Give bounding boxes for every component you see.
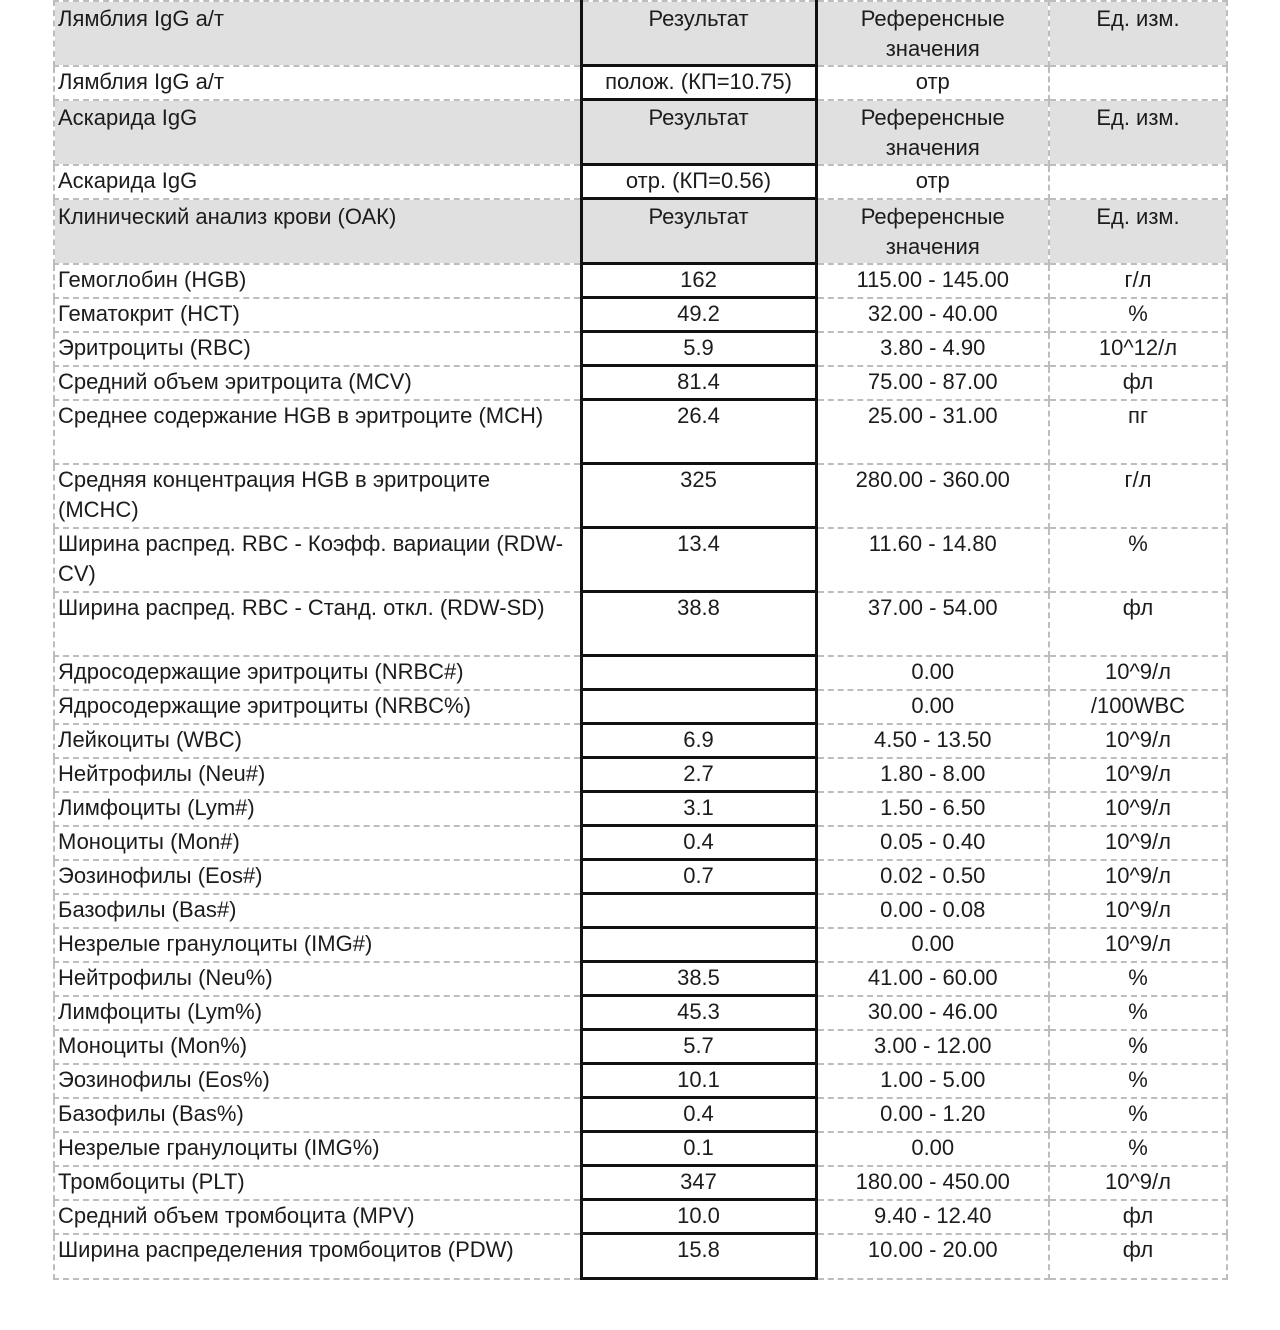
test-unit: % xyxy=(1049,1132,1227,1166)
test-unit: г/л xyxy=(1049,464,1227,528)
test-unit xyxy=(1049,165,1227,199)
test-name: Эозинофилы (Eos%) xyxy=(54,1064,581,1098)
test-unit: 10^9/л xyxy=(1049,860,1227,894)
test-name: Ядросодержащие эритроциты (NRBC%) xyxy=(54,690,581,724)
test-reference: 32.00 - 40.00 xyxy=(816,298,1049,332)
test-unit: 10^9/л xyxy=(1049,928,1227,962)
test-result: 38.8 xyxy=(581,592,816,656)
test-name: Средний объем эритроцита (MCV) xyxy=(54,366,581,400)
table-row xyxy=(54,66,1227,100)
table-row xyxy=(54,1064,1227,1098)
test-result: 0.7 xyxy=(581,860,816,894)
table-row xyxy=(54,332,1227,366)
test-result: 26.4 xyxy=(581,400,816,464)
test-unit: % xyxy=(1049,1030,1227,1064)
table-row xyxy=(54,792,1227,826)
test-result xyxy=(581,894,816,928)
test-reference: 0.02 - 0.50 xyxy=(816,860,1049,894)
test-unit: 10^9/л xyxy=(1049,1166,1227,1200)
test-unit: % xyxy=(1049,1064,1227,1098)
test-result: 15.8 xyxy=(581,1234,816,1279)
table-row xyxy=(54,860,1227,894)
test-result: 13.4 xyxy=(581,528,816,592)
test-reference: 0.00 xyxy=(816,656,1049,690)
test-unit: % xyxy=(1049,528,1227,592)
test-unit: фл xyxy=(1049,1200,1227,1234)
test-result: 38.5 xyxy=(581,962,816,996)
test-result: отр. (КП=0.56) xyxy=(581,165,816,199)
test-unit: 10^9/л xyxy=(1049,724,1227,758)
test-reference: 25.00 - 31.00 xyxy=(816,400,1049,464)
test-name: Гемоглобин (HGB) xyxy=(54,264,581,298)
test-name: Незрелые гранулоциты (IMG#) xyxy=(54,928,581,962)
test-result: 49.2 xyxy=(581,298,816,332)
test-reference: 11.60 - 14.80 xyxy=(816,528,1049,592)
reference-column-header: Референсные значения xyxy=(816,1,1049,66)
test-name: Среднее содержание HGB в эритроците (MCH) xyxy=(54,400,581,464)
test-unit: г/л xyxy=(1049,264,1227,298)
test-name: Лимфоциты (Lym#) xyxy=(54,792,581,826)
test-result: 0.4 xyxy=(581,826,816,860)
test-reference: 115.00 - 145.00 xyxy=(816,264,1049,298)
test-result: 5.7 xyxy=(581,1030,816,1064)
section-header-row xyxy=(54,100,1227,165)
test-name: Нейтрофилы (Neu#) xyxy=(54,758,581,792)
test-result: 0.1 xyxy=(581,1132,816,1166)
test-unit: % xyxy=(1049,962,1227,996)
test-result: 347 xyxy=(581,1166,816,1200)
test-reference: 0.00 - 1.20 xyxy=(816,1098,1049,1132)
test-name: Моноциты (Mon#) xyxy=(54,826,581,860)
test-unit: /100WBC xyxy=(1049,690,1227,724)
section-title: Аскарида IgG xyxy=(54,100,581,165)
test-unit: % xyxy=(1049,996,1227,1030)
test-reference: 9.40 - 12.40 xyxy=(816,1200,1049,1234)
table-row xyxy=(54,962,1227,996)
test-name: Эозинофилы (Eos#) xyxy=(54,860,581,894)
test-name: Эритроциты (RBC) xyxy=(54,332,581,366)
test-name: Лейкоциты (WBC) xyxy=(54,724,581,758)
test-result: 325 xyxy=(581,464,816,528)
unit-column-header: Ед. изм. xyxy=(1049,1,1227,66)
test-name: Тромбоциты (PLT) xyxy=(54,1166,581,1200)
test-unit: 10^9/л xyxy=(1049,894,1227,928)
test-result: 10.1 xyxy=(581,1064,816,1098)
test-unit: пг xyxy=(1049,400,1227,464)
section-title: Клинический анализ крови (ОАК) xyxy=(54,199,581,264)
test-result: 2.7 xyxy=(581,758,816,792)
test-reference: отр xyxy=(816,66,1049,100)
test-unit: фл xyxy=(1049,592,1227,656)
table-row xyxy=(54,400,1227,464)
test-unit: 10^12/л xyxy=(1049,332,1227,366)
test-reference: 41.00 - 60.00 xyxy=(816,962,1049,996)
test-reference: 1.00 - 5.00 xyxy=(816,1064,1049,1098)
test-name: Ядросодержащие эритроциты (NRBC#) xyxy=(54,656,581,690)
test-name: Средний объем тромбоцита (MPV) xyxy=(54,1200,581,1234)
lab-results-table xyxy=(53,0,1228,1280)
section-title: Лямблия IgG а/т xyxy=(54,1,581,66)
table-row xyxy=(54,894,1227,928)
test-reference: 3.80 - 4.90 xyxy=(816,332,1049,366)
test-reference: 75.00 - 87.00 xyxy=(816,366,1049,400)
table-row xyxy=(54,528,1227,592)
test-unit: 10^9/л xyxy=(1049,792,1227,826)
test-name: Средняя концентрация HGB в эритроците (MCHC) xyxy=(54,464,581,528)
table-row xyxy=(54,758,1227,792)
table-row xyxy=(54,165,1227,199)
test-name: Ширина распределения тромбоцитов (PDW) xyxy=(54,1234,581,1279)
test-reference: 0.00 - 0.08 xyxy=(816,894,1049,928)
test-reference: 30.00 - 46.00 xyxy=(816,996,1049,1030)
unit-column-header: Ед. изм. xyxy=(1049,100,1227,165)
test-unit: 10^9/л xyxy=(1049,826,1227,860)
section-header-row xyxy=(54,1,1227,66)
table-row xyxy=(54,592,1227,656)
test-reference: 0.00 xyxy=(816,1132,1049,1166)
test-reference: 1.50 - 6.50 xyxy=(816,792,1049,826)
test-reference: 0.00 xyxy=(816,690,1049,724)
table-row xyxy=(54,1200,1227,1234)
test-reference: 4.50 - 13.50 xyxy=(816,724,1049,758)
test-result: 45.3 xyxy=(581,996,816,1030)
test-reference: 37.00 - 54.00 xyxy=(816,592,1049,656)
test-unit: фл xyxy=(1049,1234,1227,1279)
test-reference: 3.00 - 12.00 xyxy=(816,1030,1049,1064)
test-unit xyxy=(1049,66,1227,100)
table-row xyxy=(54,264,1227,298)
test-result: 6.9 xyxy=(581,724,816,758)
result-column-header: Результат xyxy=(581,199,816,264)
table-row xyxy=(54,826,1227,860)
table-row xyxy=(54,1166,1227,1200)
test-name: Нейтрофилы (Neu%) xyxy=(54,962,581,996)
test-name: Ширина распред. RBC - Коэфф. вариации (RDW-CV) xyxy=(54,528,581,592)
table-row xyxy=(54,1030,1227,1064)
test-reference: 0.05 - 0.40 xyxy=(816,826,1049,860)
test-result: 5.9 xyxy=(581,332,816,366)
test-result: 10.0 xyxy=(581,1200,816,1234)
test-unit: фл xyxy=(1049,366,1227,400)
reference-column-header: Референсные значения xyxy=(816,100,1049,165)
table-row xyxy=(54,1234,1227,1279)
table-row xyxy=(54,690,1227,724)
test-result: 0.4 xyxy=(581,1098,816,1132)
test-unit: % xyxy=(1049,298,1227,332)
test-reference: 10.00 - 20.00 xyxy=(816,1234,1049,1279)
test-name: Гематокрит (HCT) xyxy=(54,298,581,332)
test-unit: % xyxy=(1049,1098,1227,1132)
test-unit: 10^9/л xyxy=(1049,758,1227,792)
test-name: Лимфоциты (Lym%) xyxy=(54,996,581,1030)
test-reference: отр xyxy=(816,165,1049,199)
test-result xyxy=(581,928,816,962)
test-name: Моноциты (Mon%) xyxy=(54,1030,581,1064)
table-row xyxy=(54,996,1227,1030)
test-reference: 1.80 - 8.00 xyxy=(816,758,1049,792)
result-column-header: Результат xyxy=(581,100,816,165)
table-row xyxy=(54,366,1227,400)
test-reference: 0.00 xyxy=(816,928,1049,962)
test-reference: 280.00 - 360.00 xyxy=(816,464,1049,528)
unit-column-header: Ед. изм. xyxy=(1049,199,1227,264)
test-result: 81.4 xyxy=(581,366,816,400)
table-row xyxy=(54,724,1227,758)
test-name: Ширина распред. RBC - Станд. откл. (RDW-SD) xyxy=(54,592,581,656)
lab-results-sheet xyxy=(53,0,1226,1316)
test-name: Базофилы (Bas%) xyxy=(54,1098,581,1132)
result-column-header: Результат xyxy=(581,1,816,66)
table-row xyxy=(54,1132,1227,1166)
table-row xyxy=(54,298,1227,332)
test-name: Незрелые гранулоциты (IMG%) xyxy=(54,1132,581,1166)
table-row xyxy=(54,656,1227,690)
test-name: Аскарида IgG xyxy=(54,165,581,199)
test-name: Базофилы (Bas#) xyxy=(54,894,581,928)
table-row xyxy=(54,928,1227,962)
table-row xyxy=(54,464,1227,528)
test-result xyxy=(581,690,816,724)
reference-column-header: Референсные значения xyxy=(816,199,1049,264)
section-header-row xyxy=(54,199,1227,264)
test-result: 3.1 xyxy=(581,792,816,826)
test-result xyxy=(581,656,816,690)
test-unit: 10^9/л xyxy=(1049,656,1227,690)
test-result: 162 xyxy=(581,264,816,298)
test-reference: 180.00 - 450.00 xyxy=(816,1166,1049,1200)
test-result: полож. (КП=10.75) xyxy=(581,66,816,100)
table-row xyxy=(54,1098,1227,1132)
test-name: Лямблия IgG а/т xyxy=(54,66,581,100)
